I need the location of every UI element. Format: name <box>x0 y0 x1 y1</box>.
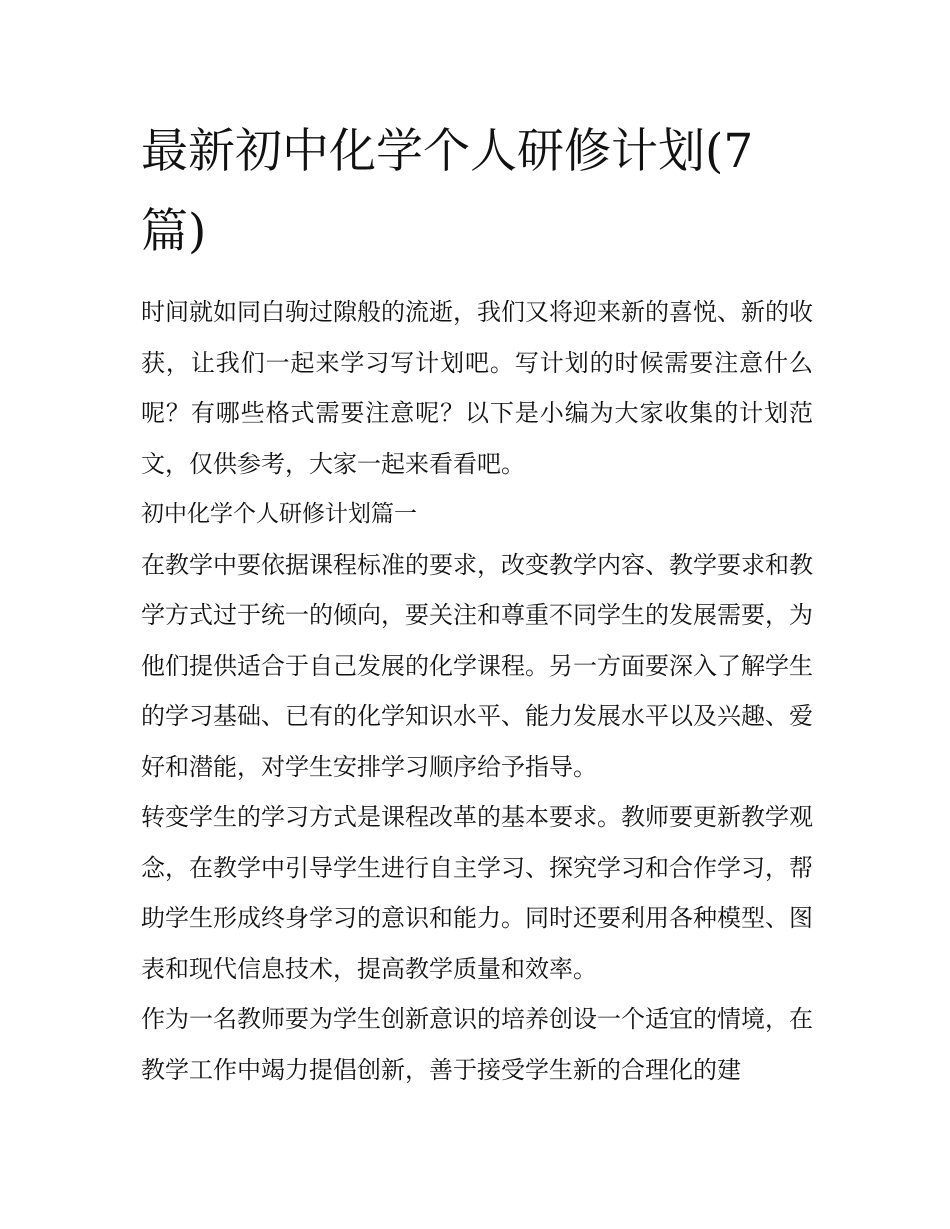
document-title: 最新初中化学个人研修计划(7篇) <box>141 124 754 259</box>
body-paragraph: 转变学生的学习方式是课程改革的基本要求。教师要更新教学观念，在教学中引导学生进行自主学习、探究学习和合作学习，帮助学生形成终身学习的意识和能力。同时还要利用各种模型、图表和现代信息技术，提高教学质量和效率。 <box>141 803 813 983</box>
section-heading: 初中化学个人研修计划篇一 <box>141 501 417 527</box>
body-paragraph: 在教学中要依据课程标准的要求，改变教学内容、教学要求和教学方式过于统一的倾向，要关注和尊重不同学生的发展需要，为他们提供适合于自己发展的化学课程。另一方面要深入了解学生的学习基础、已有的化学知识水平、能力发展水平以及兴趣、爱好和潜能，对学生安排学习顺序给予指导。 <box>141 550 813 781</box>
title-block <box>141 112 813 272</box>
document-body <box>141 112 813 1095</box>
intro-paragraph: 时间就如同白驹过隙般的流逝，我们又将迎来新的喜悦、新的收获，让我们一起来学习写计划吧。写计划的时候需要注意什么呢？有哪些格式需要注意呢？以下是小编为大家收集的计划范文，仅供参考，大家一起来看看吧。 <box>141 298 813 478</box>
body-paragraph: 作为一名教师要为学生创新意识的培养创设一个适宜的情境，在教学工作中竭力提倡创新，善于接受学生新的合理化的建 <box>141 1005 813 1084</box>
